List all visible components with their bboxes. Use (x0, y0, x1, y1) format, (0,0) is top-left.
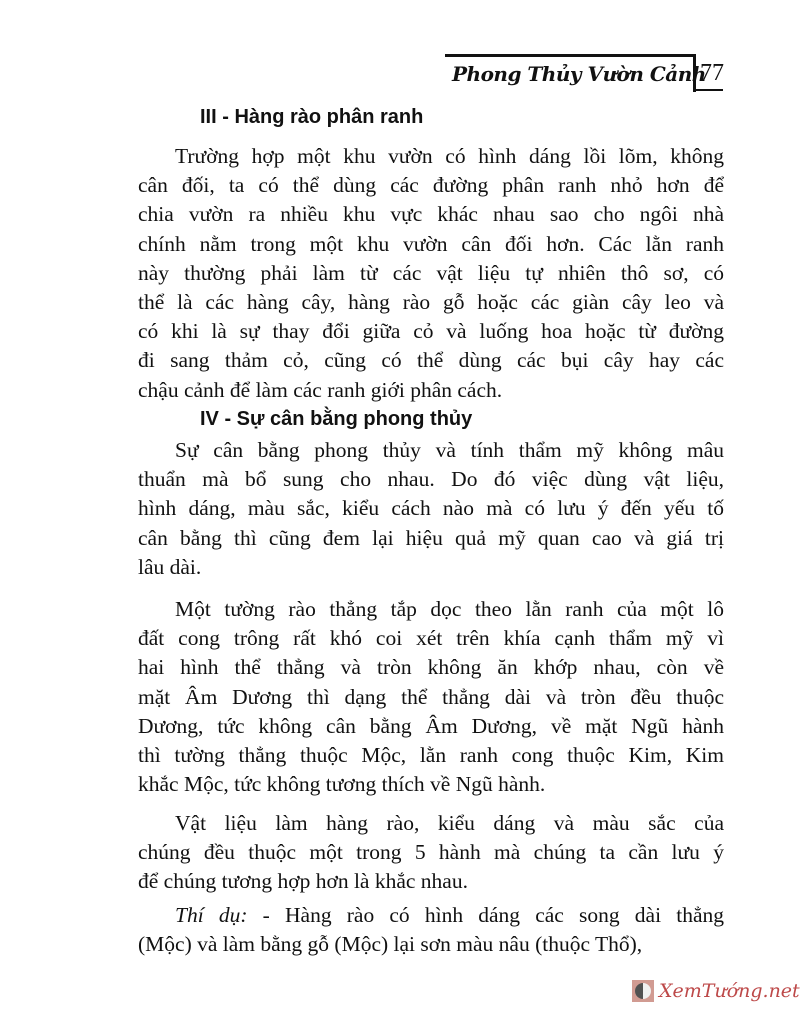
text-line: Sự cân bằng phong thủy và tính thẩm mỹ không mâu (175, 438, 724, 462)
paragraph (138, 901, 724, 959)
watermark (632, 980, 800, 1002)
text-line: Một tường rào thẳng tắp dọc theo lằn ranh của một lô (175, 597, 724, 621)
text-line: đất cong trông rất khó coi xét trên khía cạnh thẩm mỹ vì (138, 626, 724, 651)
text-line: chia vườn ra nhiều khu vực khác nhau sao cho ngôi nhà (138, 202, 724, 227)
text-line: cân đối, ta có thể dùng các đường phân ranh nhỏ hơn để (138, 173, 724, 198)
text-line: chúng đều thuộc một trong 5 hành mà chúng ta cần lưu ý (138, 840, 724, 865)
text-line: thể là các hàng cây, hàng rào gỗ hoặc các giàn cây leo và (138, 289, 724, 314)
text-line: thì tường thẳng thuộc Mộc, lằn ranh cong thuộc Kim, Kim (138, 742, 724, 767)
page-number: 77 (700, 60, 724, 86)
text-line: thuẩn mà bổ sung cho nhau. Do đó việc dùng vật liệu, (138, 467, 724, 492)
watermark-text: XemTướng.net (659, 980, 800, 1002)
text-line: khắc Mộc, tức không tương thích về Ngũ hành. (138, 772, 546, 797)
line-text: - Hàng rào có hình dáng các song dài thẳng (247, 903, 724, 927)
text-line: có khi là sự thay đổi giữa cỏ và luống hoa hoặc từ đường (138, 319, 724, 344)
text-line: hai hình thể thẳng và tròn không ăn khớp nhau, còn về (138, 655, 724, 680)
paragraph (138, 142, 724, 405)
yin-yang-icon (632, 980, 654, 1002)
paragraph (138, 436, 724, 582)
text-line: mặt Âm Dương thì dạng thể thẳng dài và tròn đều thuộc (138, 684, 724, 709)
section-heading-4: IV - Sự cân bằng phong thủy (200, 408, 473, 430)
text-line: (Mộc) và làm bằng gỗ (Mộc) lại sơn màu nâu (thuộc Thổ), (138, 932, 643, 957)
text-line: hình dáng, màu sắc, kiểu cách nào mà có lưu ý đến yếu tố (138, 496, 724, 521)
section-heading-3: III - Hàng rào phân ranh (200, 106, 424, 128)
text-line: Vật liệu làm hàng rào, kiểu dáng và màu sắc của (175, 811, 724, 835)
text-line: chậu cảnh để làm các ranh giới phân cách. (138, 377, 503, 402)
header-rule-bottom (693, 89, 723, 91)
running-title: Phong Thủy Vườn Cảnh (452, 62, 706, 86)
text-line: lâu dài. (138, 554, 202, 579)
text-line (138, 901, 724, 930)
text-line: cân bằng thì cũng đem lại hiệu quả mỹ quan cao và giá trị (138, 525, 724, 550)
text-line: này thường phải làm từ các vật liệu tự nhiên thô sơ, có (138, 260, 724, 285)
text-line: để chúng tương hợp hơn là khắc nhau. (138, 869, 468, 894)
text-line: chính nằm trong một khu vườn cân đối hơn. Các lằn ranh (138, 231, 724, 256)
italic-lead: Thí dụ: (175, 903, 248, 927)
header-rule (445, 54, 695, 57)
text-line: Dương, tức không cân bằng Âm Dương, về mặt Ngũ hành (138, 713, 724, 738)
paragraph (138, 595, 724, 799)
paragraph (138, 809, 724, 897)
text-line: đi sang thảm cỏ, cũng có thể dùng các bụi cây hay các (138, 348, 724, 373)
text-line: Trường hợp một khu vườn có hình dáng lồi lõm, không (175, 144, 724, 168)
